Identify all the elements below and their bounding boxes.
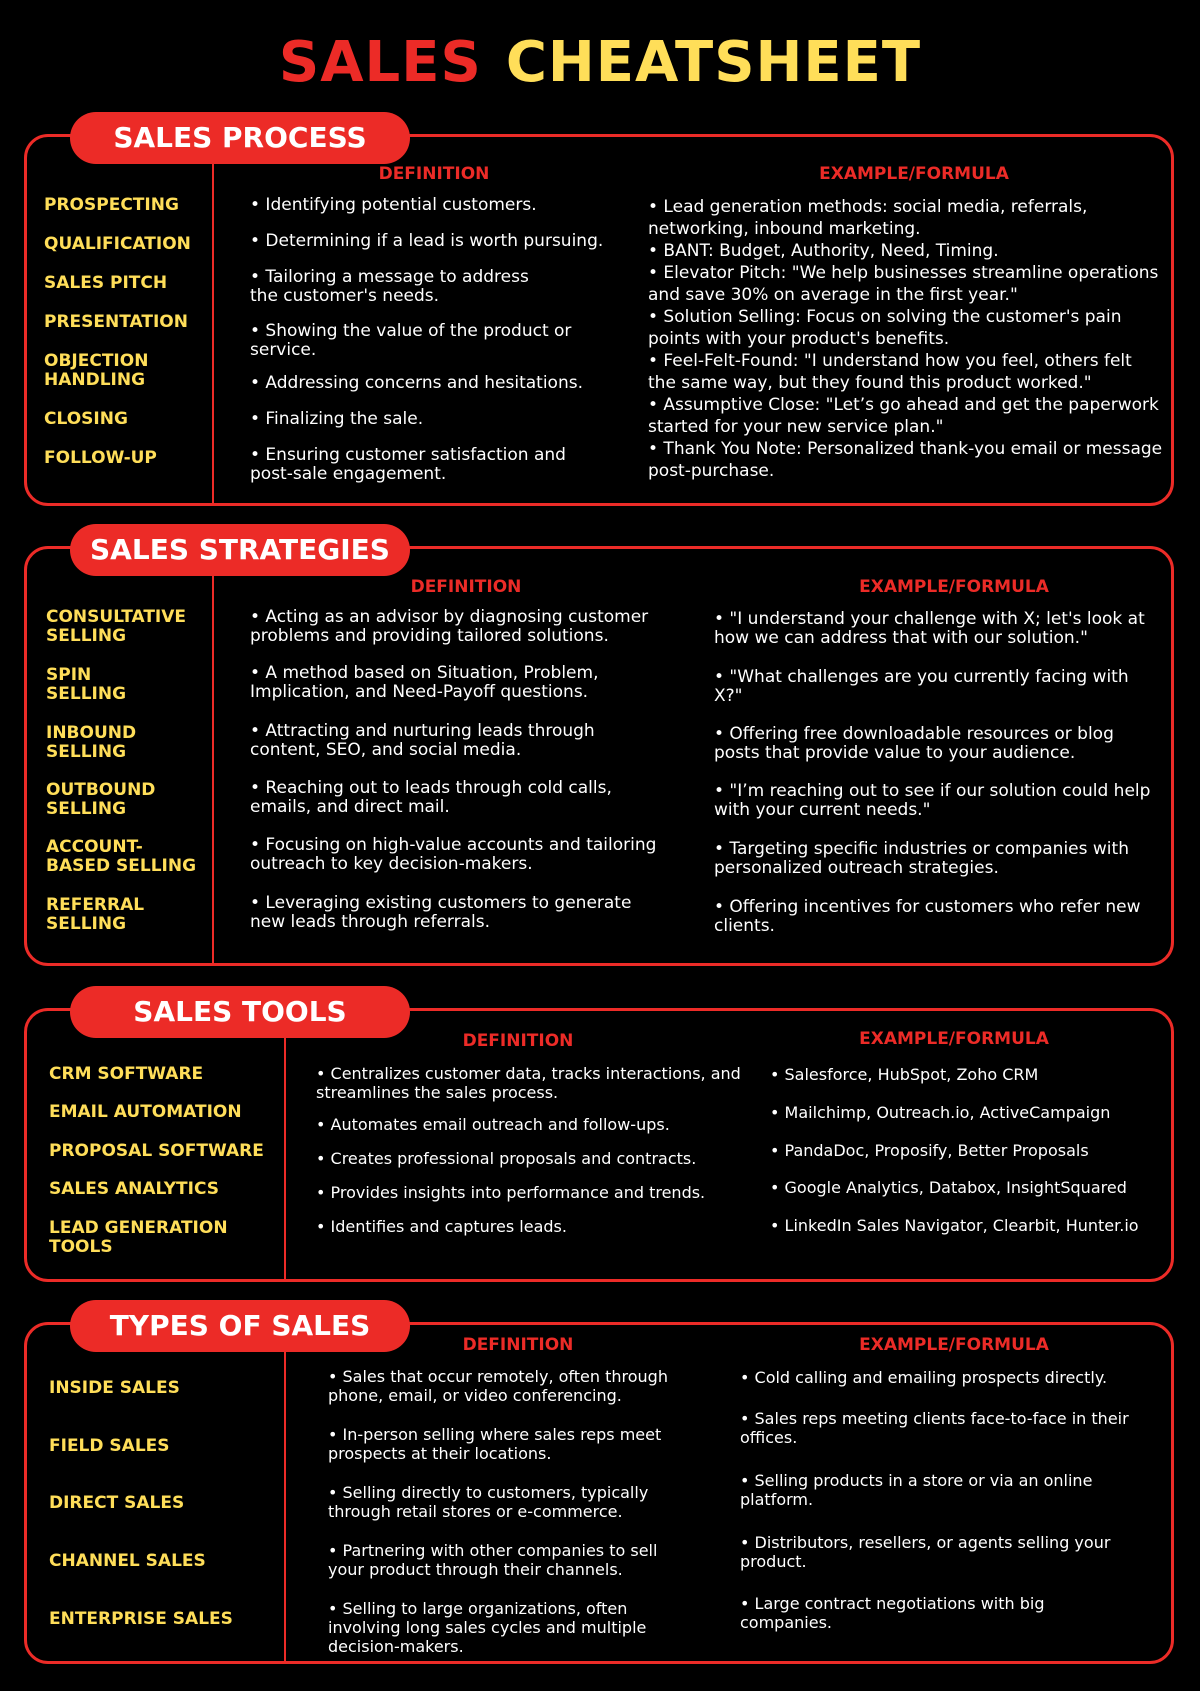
term-sales-pitch: SALES PITCH (44, 273, 168, 293)
example-text: • Targeting specific industries or companies with personalized outreach strategies. (714, 839, 1129, 878)
definition-text: • Provides insights into performance and trends. (316, 1183, 706, 1202)
example-text: • Feel-Felt-Found: "I understand how you feel, others felt the same way, but they found this product worked." (648, 351, 1132, 393)
term-objection-handling: OBJECTION HANDLING (44, 351, 149, 390)
example-text: • Distributors, resellers, or agents selling your product. (740, 1533, 1111, 1571)
definition-header: DEFINITION (378, 164, 490, 184)
term-referral-selling: REFERRAL SELLING (46, 895, 145, 934)
example-text: • LinkedIn Sales Navigator, Clearbit, Hunter.io (770, 1216, 1139, 1235)
section-heading: SALES TOOLS (70, 986, 410, 1038)
example-text: • PandaDoc, Proposify, Better Proposals (770, 1141, 1089, 1160)
definition-text: • A method based on Situation, Problem, Implication, and Need-Payoff questions. (250, 663, 599, 702)
term-follow-up: FOLLOW-UP (44, 448, 157, 468)
title-cheatsheet: CHEATSHEET (505, 30, 922, 95)
term-closing: CLOSING (44, 409, 128, 429)
definition-text: • Focusing on high-value accounts and tailoring outreach to key decision-makers. (250, 835, 657, 874)
example-text: • "I understand your challenge with X; let's look at how we can address that with our solution." (714, 609, 1145, 648)
term-proposal-software: PROPOSAL SOFTWARE (49, 1141, 264, 1161)
definition-text: • Acting as an advisor by diagnosing customer problems and providing tailored solutions. (250, 607, 649, 646)
definition-text: • Automates email outreach and follow-ups. (316, 1115, 670, 1134)
term-prospecting: PROSPECTING (44, 195, 179, 215)
example-text: • Solution Selling: Focus on solving the customer's pain points with your product's benefits. (648, 307, 1122, 349)
column-divider (212, 158, 214, 503)
example-text: • Offering free downloadable resources or blog posts that provide value to your audience. (714, 724, 1114, 763)
types-of-sales-section (24, 1309, 1174, 1664)
term-inbound-selling: INBOUND SELLING (46, 723, 137, 762)
definition-header: DEFINITION (410, 577, 522, 597)
definition-text: • Selling directly to customers, typically through retail stores or e-commerce. (328, 1483, 649, 1521)
term-sales-analytics: SALES ANALYTICS (49, 1179, 219, 1199)
definition-text: • Finalizing the sale. (250, 409, 424, 429)
term-inside-sales: INSIDE SALES (49, 1378, 180, 1398)
definition-header: DEFINITION (462, 1031, 574, 1051)
definition-text: • Partnering with other companies to sell your product through their channels. (328, 1541, 658, 1579)
example-header: EXAMPLE/FORMULA (859, 1029, 1049, 1049)
term-enterprise-sales: ENTERPRISE SALES (49, 1609, 233, 1629)
example-text: • Lead generation methods: social media, referrals, networking, inbound marketing. (648, 197, 1088, 239)
definition-text: • Reaching out to leads through cold calls, emails, and direct mail. (250, 778, 612, 817)
example-text: • Salesforce, HubSpot, Zoho CRM (770, 1065, 1039, 1084)
definition-header: DEFINITION (462, 1335, 574, 1355)
example-text: • Elevator Pitch: "We help businesses streamline operations and save 30% on average in the first year." (648, 263, 1159, 305)
term-email-automation: EMAIL AUTOMATION (49, 1102, 242, 1122)
example-header: EXAMPLE/FORMULA (819, 164, 1009, 184)
definition-text: • Identifies and captures leads. (316, 1217, 567, 1236)
definition-text: • Addressing concerns and hesitations. (250, 373, 583, 393)
example-text: • BANT: Budget, Authority, Need, Timing. (648, 241, 999, 261)
term-field-sales: FIELD SALES (49, 1436, 170, 1456)
definition-text: • Sales that occur remotely, often through phone, email, or video conferencing. (328, 1367, 668, 1405)
page-title (0, 28, 1200, 98)
example-header: EXAMPLE/FORMULA (859, 1335, 1049, 1355)
example-text: • "I’m reaching out to see if our solution could help with your current needs." (714, 781, 1151, 820)
definition-text: • Determining if a lead is worth pursuing. (250, 231, 604, 251)
term-crm-software: CRM SOFTWARE (49, 1064, 204, 1084)
term-direct-sales: DIRECT SALES (49, 1493, 185, 1513)
example-header: EXAMPLE/FORMULA (859, 577, 1049, 597)
definition-text: • Tailoring a message to address the customer's needs. (250, 267, 529, 306)
example-text: • Assumptive Close: "Let’s go ahead and get the paperwork started for your new service plan." (648, 395, 1159, 437)
title-sales: SALES (278, 30, 482, 95)
sales-tools-section (24, 995, 1174, 1282)
definition-text: • Attracting and nurturing leads through content, SEO, and social media. (250, 721, 595, 760)
term-channel-sales: CHANNEL SALES (49, 1551, 206, 1571)
example-list (648, 196, 1163, 482)
column-divider (284, 1032, 286, 1279)
term-qualification: QUALIFICATION (44, 234, 191, 254)
definition-text: • Showing the value of the product or service. (250, 321, 572, 360)
term-lead-generation-tools: LEAD GENERATION TOOLS (49, 1218, 228, 1257)
term-outbound-selling: OUTBOUND SELLING (46, 780, 156, 819)
example-text: • Offering incentives for customers who refer new clients. (714, 897, 1141, 936)
example-text: • "What challenges are you currently facing with X?" (714, 667, 1129, 706)
definition-text: • Centralizes customer data, tracks interactions, and streamlines the sales process. (316, 1064, 741, 1102)
definition-text: • Selling to large organizations, often involving long sales cycles and multiple decision-makers. (328, 1599, 647, 1656)
column-divider (212, 570, 214, 963)
example-text: • Cold calling and emailing prospects directly. (740, 1368, 1108, 1387)
example-text: • Thank You Note: Personalized thank-you email or message post-purchase. (648, 439, 1163, 481)
example-text: • Google Analytics, Databox, InsightSquared (770, 1178, 1127, 1197)
term-spin-selling: SPIN SELLING (46, 665, 127, 704)
section-heading: SALES PROCESS (70, 112, 410, 164)
definition-text: • In-person selling where sales reps meet prospects at their locations. (328, 1425, 662, 1463)
sales-strategies-section (24, 533, 1174, 966)
example-text: • Selling products in a store or via an online platform. (740, 1471, 1093, 1509)
example-text: • Large contract negotiations with big companies. (740, 1594, 1045, 1632)
term-consultative-selling: CONSULTATIVE SELLING (46, 607, 187, 646)
definition-text: • Leveraging existing customers to generate new leads through referrals. (250, 893, 632, 932)
example-text: • Sales reps meeting clients face-to-face in their offices. (740, 1409, 1129, 1447)
definition-text: • Ensuring customer satisfaction and post-sale engagement. (250, 445, 566, 484)
section-heading: TYPES OF SALES (70, 1300, 410, 1352)
term-account-based-selling: ACCOUNT-BASED SELLING (46, 837, 197, 876)
column-divider (284, 1346, 286, 1661)
term-presentation: PRESENTATION (44, 312, 188, 332)
definition-text: • Creates professional proposals and contracts. (316, 1149, 697, 1168)
sales-process-section (24, 121, 1174, 506)
example-text: • Mailchimp, Outreach.io, ActiveCampaign (770, 1103, 1111, 1122)
section-heading: SALES STRATEGIES (70, 524, 410, 576)
definition-text: • Identifying potential customers. (250, 195, 537, 215)
